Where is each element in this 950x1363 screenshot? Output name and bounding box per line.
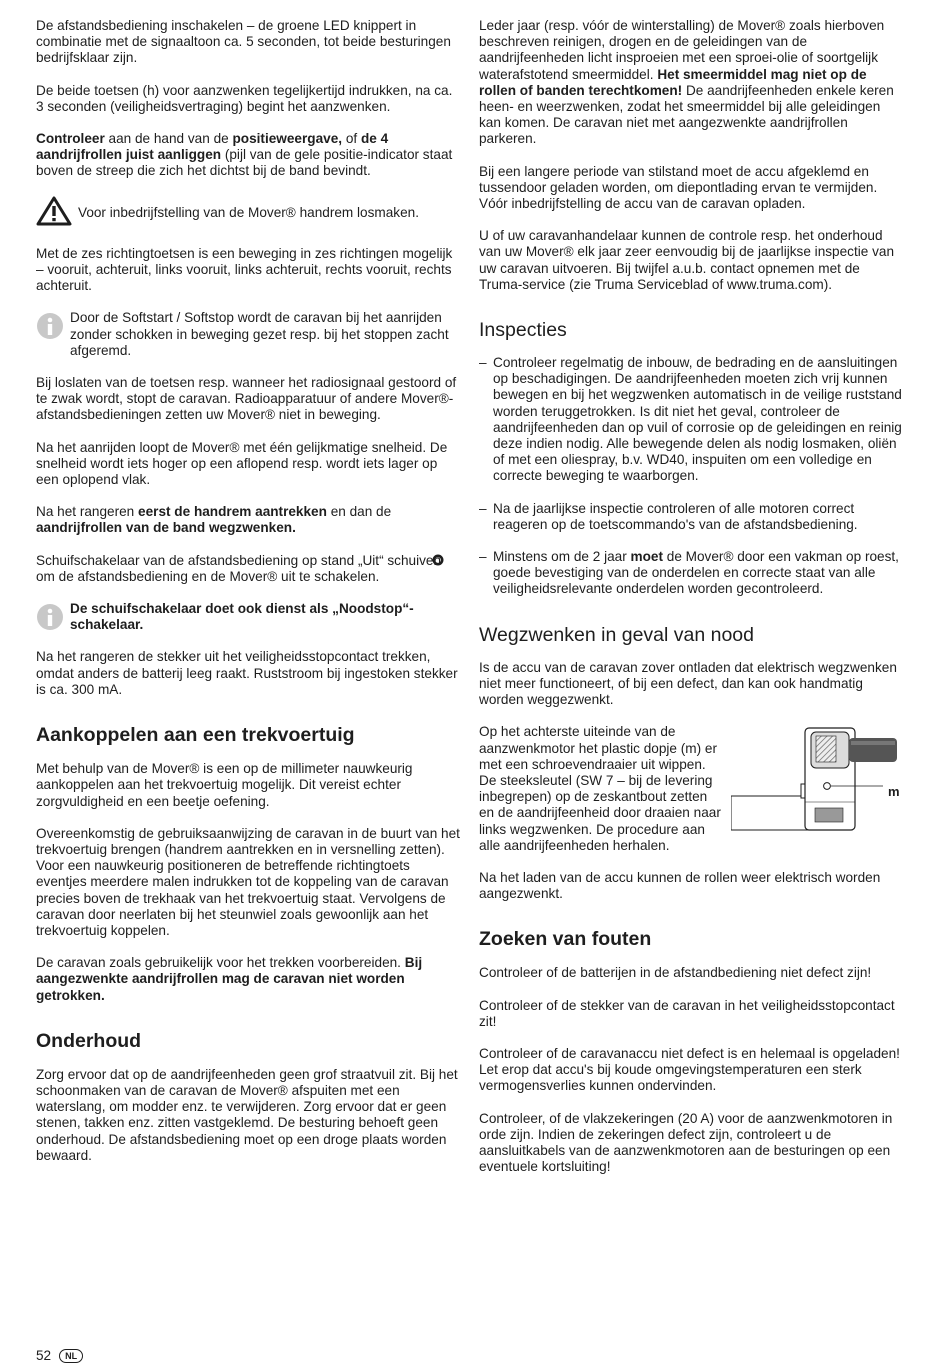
paragraph: Is de accu van de caravan zover ontladen dat elektrisch wegzwenken niet meer functioneert, of bij een defect, dan kan ook handmatig worden weggezwenkt.: [479, 659, 897, 708]
paragraph: De afstandsbediening inschakelen – de groene LED knippert in combinatie met de signaaltoon ca. 5 seconden, tot beide besturingen bedrijfsklaar zijn.: [36, 18, 451, 66]
bold-text: Bij aangezwenkte aandrijfrollen mag de caravan niet worden getrokken.: [36, 955, 423, 1003]
page-footer: [36, 1348, 83, 1363]
paragraph: [36, 504, 460, 536]
paragraph: U of uw caravanhandelaar kunnen de controle resp. het onderhoud van uw Mover® elk jaar zeer eenvoudig bij de jaarlijkse inspectie van uw caravan uitvoeren. Bij twijfel a.u.b. contact opnemen met de Truma-service (zie Truma Serviceblad of www.truma.com).: [479, 228, 895, 292]
right-column: [479, 18, 904, 1191]
paragraph: Na het laden van de accu kunnen de rollen weer elektrisch worden aangezwenkt.: [479, 869, 881, 902]
info-icon: [36, 312, 64, 344]
text: de Mover® door een vakman op roest, goede bevestiging van de onderdelen en correcte staat van alle veiligheidsrelevante onderdelen worden gecontroleerd.: [493, 549, 899, 597]
paragraph: Controleer of de caravanaccu niet defect is en helemaal is opgeladen! Let erop dat accu's bij koude omgevingstemperaturen een sterk vermogensverlies kunnen ondervinden.: [479, 1045, 900, 1094]
info-text: De schuifschakelaar doet ook dienst als „Noodstop“-schakelaar.: [70, 601, 414, 633]
figure-block: [479, 724, 904, 854]
figure-label: m: [888, 784, 900, 800]
list-item: – Minstens om de 2 jaar moet de Mover® door een vakman op roest, goede bevestiging van de onderdelen en correcte staat van alle veiligheidsrelevante onderdelen worden gecontroleerd.: [479, 549, 899, 597]
warning-text: Voor inbedrijfstelling van de Mover® handrem losmaken.: [78, 204, 419, 220]
section-heading: Zoeken van fouten: [479, 928, 652, 951]
left-column: [36, 18, 460, 1180]
paragraph: Bij loslaten van de toetsen resp. wanneer het radiosignaal gestoord of te zwak wordt, stopt de caravan. Radioapparatuur of andere Mover®-afstandsbedieningen zetten uw Mover® niet in beweging.: [36, 375, 457, 423]
section-heading: Wegzwenken in geval van nood: [479, 623, 754, 646]
paragraph: Controleer, of de vlakzekeringen (20 A) voor de aanzwenkmotoren in orde zijn. Indien de zekeringen defect zijn, controleert u de aansluitkabels van de aanzwenkmotoren aan de besturingen op een eventuele kortsluiting!: [479, 1110, 893, 1175]
text: (pijl van de gele positie-indicator staat boven de streep die zich het dichtst bij de band bevindt.: [36, 147, 453, 179]
info-text: Door de Softstart / Softstop wordt de caravan bij het aanrijden zonder schokken in beweging gezet resp. bij het stoppen zacht afgeremd.: [70, 310, 449, 358]
text: De aandrijfeenheden enkele keren heen- en weerzwenken, zodat het smeermiddel bij alle geleidingen kan komen. De caravan niet met aangezwenkte aandrijfrollen parkeren.: [479, 82, 894, 147]
bold-text: moet: [630, 549, 663, 565]
bold-text: de 4 aandrijfrollen juist aanliggen: [36, 131, 389, 163]
text: Na het rangeren: [36, 504, 139, 520]
text: De caravan zoals gebruikelijk voor het trekken voorbereiden.: [36, 955, 405, 971]
paragraph: [479, 18, 904, 148]
paragraph: De beide toetsen (h) voor aanzwenken tegelijkertijd indrukken, na ca. 3 seconden (veiligheidsvertraging) begint het aanzwenken.: [36, 82, 453, 114]
bold-text: Controleer: [36, 131, 105, 147]
paragraph: Controleer of de stekker van de caravan in het veiligheidsstopcontact zit!: [479, 997, 895, 1029]
warning-note: [36, 196, 460, 230]
paragraph: Controleer of de batterijen in de afstandbediening niet defect zijn!: [479, 965, 872, 981]
warning-triangle-icon: [36, 196, 72, 230]
paragraph: [36, 553, 460, 585]
paragraph: Met de zes richtingtoetsen is een beweging in zes richtingen mogelijk – vooruit, achteruit, links vooruit, links achteruit, rechts vooruit, rechts achteruit.: [36, 245, 453, 294]
motor-figure: [731, 724, 901, 864]
bold-text: Het smeermiddel mag niet op de rollen of banden terechtkomen!: [479, 66, 867, 98]
text: Controleer regelmatig de inbouw, de bedrading en de aansluitingen op beschadigingen. De aandrijfeenheden moeten zich vrij kunnen bewegen en bij het wegzwenken automatisch in de veilige ruststand worden teruggetrokken. Is dit niet het geval, controleer de aandrijfeenheden dan op vuil of corrosie op de geleidingen en reinig deze indien nodig. Alle bewegende delen als nodig losmaken, oliën of met een oliespray, b.v. WD40, inspuiten om een volledige en correcte beweging te waarborgen.: [493, 355, 902, 484]
paragraph: Na het aanrijden loopt de Mover® met één gelijkmatige snelheid. De snelheid wordt iets hoger op een aflopend resp. wordt iets lager op een oplopend vlak.: [36, 439, 448, 488]
info-icon: [36, 603, 64, 635]
paragraph: [36, 955, 460, 1004]
text: aan de hand van de: [104, 131, 233, 147]
list-item: – Na de jaarlijkse inspectie controleren of alle motoren correct reageren op de toetscommando's van de afstandsbediening.: [479, 500, 858, 532]
section-heading: Aankoppelen aan een trekvoertuig: [36, 724, 355, 747]
text: Leder jaar (resp. vóór de winterstalling) de Mover® zoals hierboven beschreven reinigen, drogen en de geleidingen van de aandrijfeenheden licht insproeien met een sproei-olie of soortgelijk waterafstotend smeermiddel.: [479, 18, 885, 82]
paragraph: Na het rangeren de stekker uit het veiligheidsstopcontact trekken, omdat anders de batterij leeg raakt. Ruststroom bij ingestoken stekker is ca. 300 mA.: [36, 649, 458, 697]
list-item: – Controleer regelmatig de inbouw, de bedrading en de aansluitingen op beschadigingen. De aandrijfeenheden moeten zich vrij kunnen bewegen en bij het wegzwenken automatisch in de veilige ruststand worden teruggetrokken. Is dit niet het geval, controleer de aandrijfeenheden dan op vuil of corrosie op de geleidingen en reinig deze indien nodig. Alle bewegende delen als nodig losmaken, oliën of met een oliespray, b.v. WD40, inspuiten om een volledige en correcte beweging te waarborgen.: [479, 355, 902, 484]
paragraph: Overeenkomstig de gebruiksaanwijzing de caravan in de buurt van het trekvoertuig brengen (handrem aantrekken en in versnelling zetten). Voor een nauwkeurig positioneren de betreffende richtingtoets eventjes meerdere malen indrukken tot de koppeling van de caravan precies boven de trekhaak van het trekvoertuig staat. Vervolgens de caravan door neerlaten bij het steunwiel zoals gewoonlijk aan het trekvoertuig koppelen.: [36, 825, 460, 938]
bold-text: aandrijfrollen van de band wegzwenken.: [36, 520, 296, 536]
section-heading: Inspecties: [479, 319, 567, 342]
bold-text: eerst de handrem aantrekken: [138, 504, 327, 520]
section-heading: Onderhoud: [36, 1029, 142, 1052]
bold-text: positieweergave,: [232, 131, 343, 147]
off-circle-icon: [432, 554, 444, 570]
text: of: [342, 131, 361, 147]
text: Na de jaarlijkse inspectie controleren of alle motoren correct reageren op de toetscommando's van de afstandsbediening.: [493, 500, 858, 532]
text: Schuifschakelaar van de afstandsbediening op stand „Uit“ schuiven om de afstandsbediening en de Mover® uit te schakelen.: [36, 552, 442, 584]
page-number: 52: [36, 1348, 52, 1363]
paragraph: [36, 131, 460, 180]
paragraph: Op het achterste uiteinde van de aanzwenkmotor het plastic dopje (m) er met een schroevendraaier uit wippen. De steeksleutel (SW 7 – bij de levering inbegrepen) op de zeskantbout zetten en de aandrijfeenheid door draaien naar links wegzwenken. De procedure aan alle aandrijfeenheden herhalen.: [479, 724, 721, 853]
paragraph: Met behulp van de Mover® is een op de millimeter nauwkeurig aankoppelen aan het trekvoertuig mogelijk. Dit vereist echter zorgvuldigheid en een beetje oefening.: [36, 761, 413, 809]
language-badge: NL: [59, 1349, 83, 1363]
paragraph: Bij een langere periode van stilstand moet de accu afgeklemd en tussendoor geladen worden, om diepontlading ervan te vermijden. Vóór inbedrijfstelling de accu van de caravan opladen.: [479, 163, 878, 212]
paragraph: Zorg ervoor dat op de aandrijfeenheden geen grof straatvuil zit. Bij het schoonmaken van de caravan de Mover® afspuiten met een waterslang, om modder enz. te verwijderen. Zorg ervoor dat er geen stenen, takken enz. zitten vastgeklemd. De besturing behoeft geen onderhoud. De afstandsbediening moet op een droge plaats worden bewaard.: [36, 1066, 458, 1163]
info-note: [36, 310, 460, 359]
text: en dan de: [326, 504, 392, 520]
text: Minstens om de 2 jaar: [493, 549, 631, 565]
info-note: [36, 601, 460, 633]
